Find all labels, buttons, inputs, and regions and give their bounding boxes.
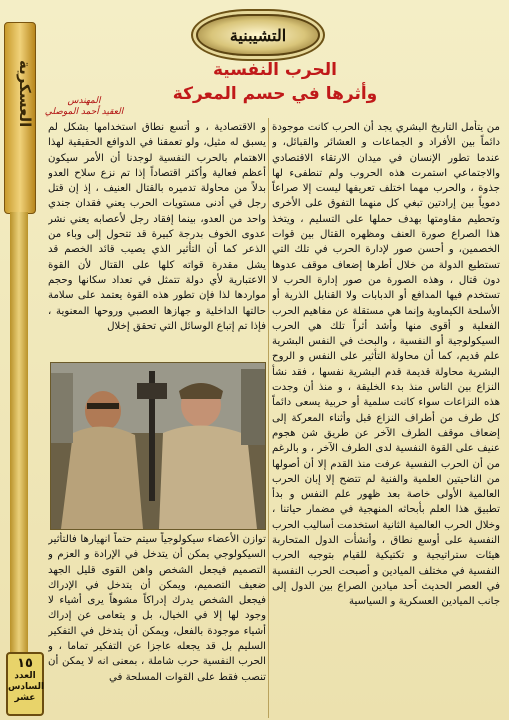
author-line1: المهندس xyxy=(67,96,101,106)
article-column-left-top: و الاقتصادية ، و أتسع نطاق استخدامها بشكل لم يسبق له مثيل، ولو تعمقنا في الدوافع الحقيقية لهذا الاهتمام بالحرب النفسية لوجدنا أن الأمر سيكون أعظم فعالية وأكثر اقتصاداً إذا تم نزع سلاح العدو بدلاً من محاولة تدميره بالقتال العنيف ، إذ إن قتل رجل في أدنى مستويات الحرب يعني فقدان جندي واحد من العدو، بينما إفقاد رجل لأعصابه يعني نشر عدوى الخوف بدرجة كبيرة قد تتحول إلى وباء من الذعر كما أن التأثير الذي يصيب قائد الخصم قد يشل مقدرة قواته كلها على القتال لأن القوة الاعتبارية لأي دولة تتمثل في تعداد سكانها وحجم مواردها لذا فإن تطور هذه القوة يعتمد على سلامة حالتها الداخلية و جهازها العصبي وروحها المعنوية ، فإذا تم إتباع الوسائل التي تحقق إخلال xyxy=(48,122,266,332)
side-decorative-strip xyxy=(10,212,28,652)
page-number: ١٥ xyxy=(17,656,33,671)
column-divider xyxy=(268,118,269,718)
side-section-label: العسكرية xyxy=(16,60,34,128)
author-line2: العقيد أحمد الموصلي xyxy=(44,107,124,117)
article-title-line2: وأثرها في حسم المعركة xyxy=(172,84,378,104)
article-photo xyxy=(50,362,266,530)
issue-label-line1: العدد xyxy=(14,671,36,681)
soldiers-photo-illustration xyxy=(51,363,265,529)
article-title-line1: الحرب النفسية xyxy=(213,60,337,80)
article-column-left-bottom: توازن الأعضاء سيكولوجياً سيتم حتماً انهيارها فالتأثير السيكولوجي يمكن أن يتدخل في الإرادة و العزم و التصميم فيجعل الشخص واهن القوى قليل الجهد ضعيف التصميم، ويمكن أن يتدخل في الإدراك فيجعل الشخص يدرك إدراكاً مشوهاً يرى أشياء لا وجود لها إلا في الخيال، بل و يتعامى عن إدراك أشياء موجودة بالفعل، ويمكن أن يتدخل في التفكير السليم بل قد يجعله عاجزا عن التفكير تماما ، و الحرب النفسية حرب شاملة ، بمعنى انه لا يمكن أن تنصب فقط على القوات المسلحة في xyxy=(48,534,266,683)
issue-label-line3: عشر xyxy=(14,693,36,703)
article-column-right: من يتأمل التاريخ البشري يجد أن الحرب كانت موجودة دائماً بين الأفراد و الجماعات و العشائر والقبائل، و عندما تطور الإنسان في ميدان الارتقاء الاقتصادي والاجتماعي استمرت هذه الحروب ولم تنطفىء لها جذوة ، والحرب مهما اختلف تعريفها ليست إلا صراعاً دموياً بين إرادتين تبغي كل منهما التفوق على الأخرى وتحطيم مقاومتها بهدف حملها على التسليم ، ويتخذ هذا الصراع صورة العنف ومظهره القتال بين قوات الخصمين، و أحسن صور لإدارة الحرب في تلك التي تستطيع الدولة من خلال أطرها إضعاف موقف عدوها دون قتال ، وهذه الصورة من صور إدارة الحرب لا تستخدم فيها المدافع أو الدبابات ولا القنابل الذرية أو الأسلحة الكيماوية وإنما هي مستقلة عن مفاهيم الحرب الفعلية و أقوى منها وأشد أثراً تلك هي الحرب السيكولوجية أو النفسية ، والبحث في النفس البشرية علم قديم، كما أن محاولة التأثير على النفس و الروح البشرية محاولة قديمة قدم البشرية نفسها ، فقد نشأ النزاع بين الناس منذ بدء الخليقة ، و منذ أن وجدت هذه النزاعات سواء كانت سلمية أو حربية يسعى دائماً كل طرف من أطراف النزاع قبل وأثناء المعركة إلى إضعاف موقف الطرف الآخر عن طريق شن هجوم عنيف على القوة النفسية لدى الطرف الآخر ، و بالرغم من أن الحرب النفسية عرفت منذ القدم إلا أن أصولها من الناحيتين العلمية والفنية لم تتضح إلا إبان الحرب العالمية الأولى خاصة بعد ظهور علم النفس و بدأ تطبيق هذا العلم بأبحاثه المنهجية في مضمار حياتنا ، وخلال الحرب العالمية الثانية استخدمت أساليب الحرب النفسية على أوسع نطاق ، وأنشأت الدول المتحاربة هيئات ستراتيجية و تكتيكية للقيام بتوجيه الحرب النفسية في مختلف الميادين و أصبحت الحرب النفسية في العصر الحديث أحد ميادين الصراع بين الدول إلى جانب الميادين العسكرية و السياسية xyxy=(272,122,500,608)
issue-label-line2: السادس xyxy=(8,682,45,692)
section-header-text: التشيبنية xyxy=(229,25,287,45)
article-author xyxy=(42,96,126,118)
section-header-badge xyxy=(196,14,320,56)
issue-badge xyxy=(6,652,44,716)
article-title xyxy=(140,58,410,106)
